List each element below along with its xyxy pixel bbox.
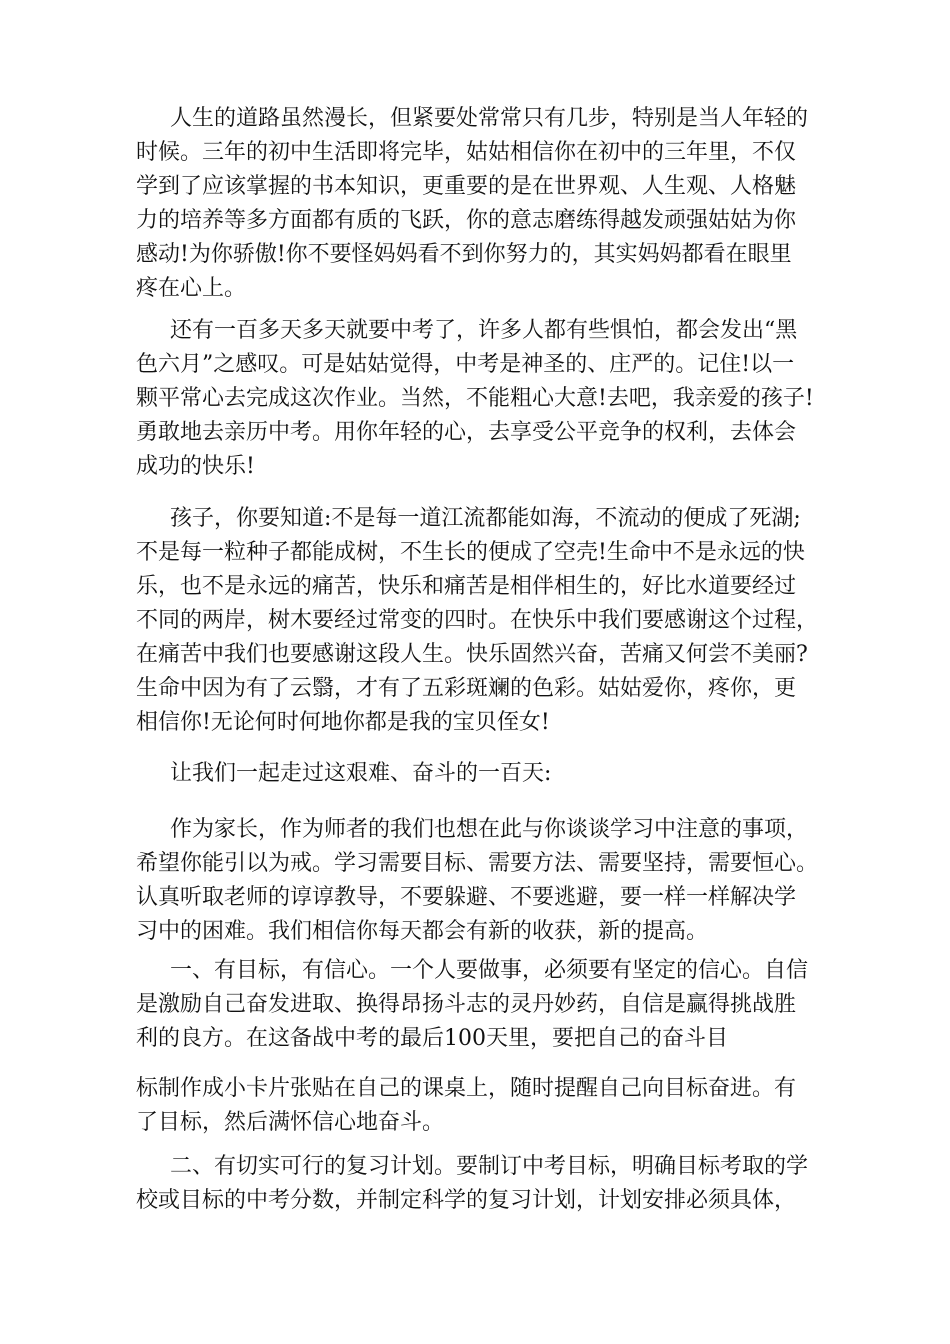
text-line: 标制作成小卡片张贴在自己的课桌上，随时提醒自己向目标奋进。有 (136, 1076, 797, 1101)
text-line: 希望你能引以为戒。学习需要目标、需要方法、需要坚持，需要恒心。 (136, 851, 819, 876)
text-line: 颗平常心去完成这次作业。当然，不能粗心大意!去吧，我亲爱的孩子! (136, 386, 814, 411)
paragraph-life-road (136, 102, 822, 306)
paragraph-walk-together (136, 757, 822, 791)
text-line: 疼在心上。 (136, 276, 247, 301)
text-line: 乐，也不是永远的痛苦，快乐和痛苦是相伴相生的，好比水道要经过 (136, 574, 797, 599)
text-line: 不是每一粒种子都能成树，不生长的便成了空壳!生命中不是永远的快 (136, 540, 805, 565)
text-line: 让我们一起走过这艰难、奋斗的一百天: (170, 761, 552, 786)
text-line: 认真听取老师的谆谆教导，不要躲避、不要逃避，要一样一样解决学 (136, 885, 797, 910)
text-line: 校或目标的中考分数，并制定科学的复习计划，计划安排必须具体， (136, 1188, 797, 1213)
text-line: 是激励自己奋发进取、换得昂扬斗志的灵丹妙药，自信是赢得挑战胜 (136, 992, 797, 1017)
text-line: 色六月”之感叹。可是姑姑觉得，中考是神圣的、庄严的。记住!以一 (136, 352, 795, 377)
text-line: 在痛苦中我们也要感谢这段人生。快乐固然兴奋，苦痛又何尝不美丽? (136, 642, 808, 667)
text-line: 作为家长，作为师者的我们也想在此与你谈谈学习中注意的事项， (170, 817, 809, 842)
text-line: 了目标，然后满怀信心地奋斗。 (136, 1110, 445, 1135)
text-line: 成功的快乐! (136, 454, 255, 479)
paragraph-goal-confidence (136, 954, 822, 1056)
text-line: 相信你!无论何时何地你都是我的宝贝侄女! (136, 710, 550, 735)
text-line: 人生的道路虽然漫长，但紧要处常常只有几步，特别是当人年轻的 (170, 106, 809, 131)
text-line: 一、有目标，有信心。一个人要做事，必须要有坚定的信心。自信 (170, 958, 809, 983)
text-line: 还有一百多天多天就要中考了，许多人都有些惧怕，都会发出“黑 (170, 318, 798, 343)
text-line: 不同的两岸，树木要经过常变的四时。在快乐中我们要感谢这个过程， (136, 608, 819, 633)
paragraph-parent-advice (136, 813, 822, 949)
text-line: 利的良方。在这备战中考的最后100天里，要把自己的奋斗目 (136, 1026, 728, 1051)
text-line: 学到了应该掌握的书本知识，更重要的是在世界观、人生观、人格魅 (136, 174, 797, 199)
text-line: 感动!为你骄傲!你不要怪妈妈看不到你努力的，其实妈妈都看在眼里 (136, 242, 792, 267)
text-line: 时候。三年的初中生活即将完毕，姑姑相信你在初中的三年里，不仅 (136, 140, 797, 165)
paragraph-child-know (136, 502, 822, 740)
text-line: 习中的困难。我们相信你每天都会有新的收获，新的提高。 (136, 919, 709, 944)
text-line: 孩子，你要知道:不是每一道江流都能如海，不流动的便成了死湖; (170, 506, 801, 531)
paragraph-review-plan (136, 1150, 822, 1218)
text-line: 二、有切实可行的复习计划。要制订中考目标，明确目标考取的学 (170, 1154, 809, 1179)
paragraph-goal-card (136, 1072, 822, 1140)
paragraph-hundred-days (136, 314, 822, 484)
text-line: 生命中因为有了云翳，才有了五彩斑斓的色彩。姑姑爱你，疼你，更 (136, 676, 797, 701)
text-line: 勇敢地去亲历中考。用你年轻的心，去享受公平竞争的权利，去体会 (136, 420, 797, 445)
text-line: 力的培养等多方面都有质的飞跃，你的意志磨练得越发顽强姑姑为你 (136, 208, 797, 233)
